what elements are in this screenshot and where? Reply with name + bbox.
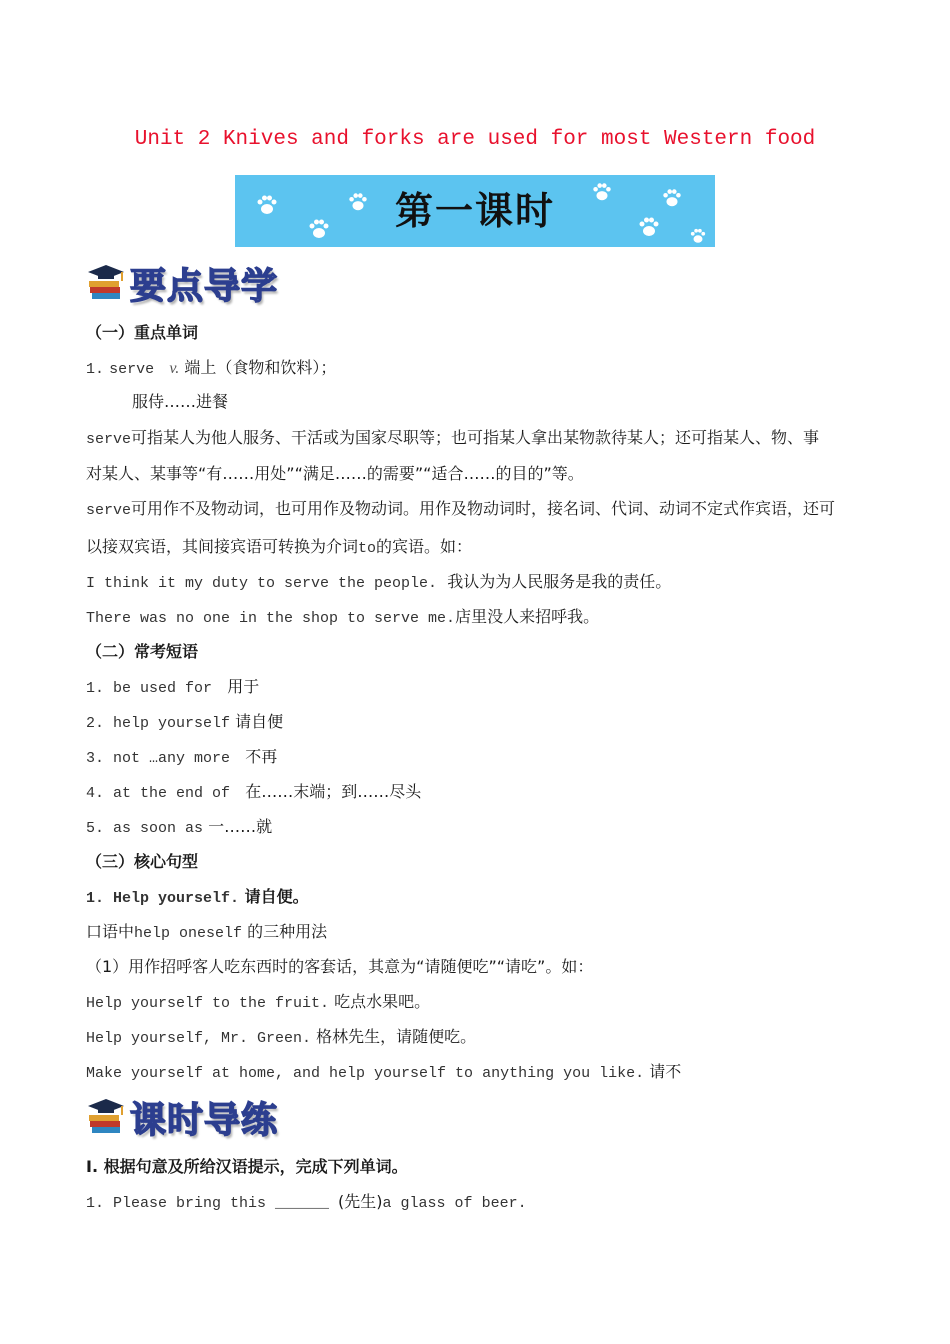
explain-text: 可指某人为他人服务、干活或为国家尽职等；也可指某人拿出某物款待某人；还可指某人、物、事 [131, 428, 820, 447]
question-text: 1. Please bring this ______ [86, 1195, 339, 1212]
phrase-en: 4. at the end of [86, 785, 231, 802]
word-entry [86, 357, 336, 381]
usage-point: （1）用作招呼客人吃东西时的客套话，其意为“请随便吃”“请吃”。如： [86, 957, 594, 976]
example-zh: 我认为为人民服务是我的责任。 [447, 572, 672, 591]
heading-phrases: （二）常考短语 [86, 642, 199, 661]
heading-core-sentences: （三）核心句型 [86, 852, 199, 871]
word-meaning-2: 服侍……进餐 [132, 392, 229, 411]
example-en: There was no one in the shop to serve me. [86, 610, 456, 627]
lesson-banner [235, 175, 715, 247]
explain-line [86, 427, 819, 451]
usage-text: 口语中 [86, 922, 135, 941]
word-meaning: 端上（食物和饮料）； [184, 358, 337, 377]
core-sentence-zh: 请自便。 [244, 887, 309, 906]
page-title: Unit 2 Knives and forks are used for most Western food [134, 128, 816, 151]
usage-line [86, 921, 327, 945]
section-label: 课时导练 [130, 1099, 279, 1141]
example-zh: 请不 [649, 1062, 682, 1081]
phrase-en: 1. be used for [86, 680, 213, 697]
section-header-practice [86, 1094, 278, 1140]
core-sentence [86, 886, 309, 910]
example-sentence [86, 571, 671, 595]
example-en: Help yourself to the fruit. [86, 995, 330, 1012]
usage-en: help oneself [134, 925, 243, 942]
phrase-item [86, 816, 272, 840]
word: serve [109, 361, 155, 378]
exercise-heading: I. 根据句意及所给汉语提示，完成下列单词。 [86, 1157, 408, 1176]
banner-label: 第一课时 [394, 189, 555, 233]
exercise-question [86, 1191, 527, 1215]
phrase-item [86, 781, 421, 805]
example-en: Help yourself, Mr. Green. [86, 1030, 312, 1047]
example-zh: 吃点水果吧。 [334, 992, 431, 1011]
core-sentence-en: 1. Help yourself. [86, 890, 240, 907]
explain-word: serve [86, 502, 132, 519]
explain-line: 对某人、某事等“有……用处”“满足……的需要”“适合……的目的”等。 [86, 464, 584, 483]
phrase-en: 5. as soon as [86, 820, 204, 837]
explain-line [86, 536, 472, 560]
question-text: a glass of beer. [382, 1195, 527, 1212]
example-sentence [86, 991, 430, 1015]
phrase-zh: 请自便 [235, 712, 284, 731]
explain-word: serve [86, 431, 132, 448]
usage-text: 的三种用法 [247, 922, 328, 941]
section-header-study [86, 260, 278, 306]
explain-text: 以接双宾语，其间接宾语可转换为介词 [86, 537, 359, 556]
phrase-item [86, 711, 283, 735]
example-sentence [86, 1061, 681, 1085]
explain-line [86, 498, 835, 522]
explain-text: 的宾语。如： [376, 537, 473, 556]
example-sentence [86, 606, 599, 630]
example-zh: 店里没人来招呼我。 [455, 607, 600, 626]
phrase-zh: 不再 [245, 747, 278, 766]
phrase-zh: 一……就 [208, 817, 273, 836]
books-graduation-cap-icon [86, 263, 126, 303]
phrase-zh: 用于 [227, 677, 260, 696]
phrase-en: 2. help yourself [86, 715, 231, 732]
books-graduation-cap-icon [86, 1097, 126, 1137]
question-hint: (先生) [338, 1192, 383, 1211]
explain-text: 可用作不及物动词，也可用作及物动词。用作及物动词时，接名词、代词、动词不定式作宾语，还可 [131, 499, 836, 518]
phrase-zh: 在……末端；到……尽头 [245, 782, 422, 801]
example-sentence [86, 1026, 476, 1050]
word-number: 1. [86, 361, 105, 378]
phrase-en: 3. not …any more [86, 750, 231, 767]
example-zh: 格林先生，请随便吃。 [316, 1027, 477, 1046]
phrase-item [86, 676, 259, 700]
heading-key-words: （一）重点单词 [86, 323, 199, 342]
example-en: Make yourself at home, and help yourself to anything you like. [86, 1065, 645, 1082]
section-label: 要点导学 [130, 265, 279, 307]
part-of-speech: v. [169, 360, 180, 377]
phrase-item [86, 746, 277, 770]
explain-word: to [358, 540, 377, 557]
example-en: I think it my duty to serve the people. [86, 575, 438, 592]
